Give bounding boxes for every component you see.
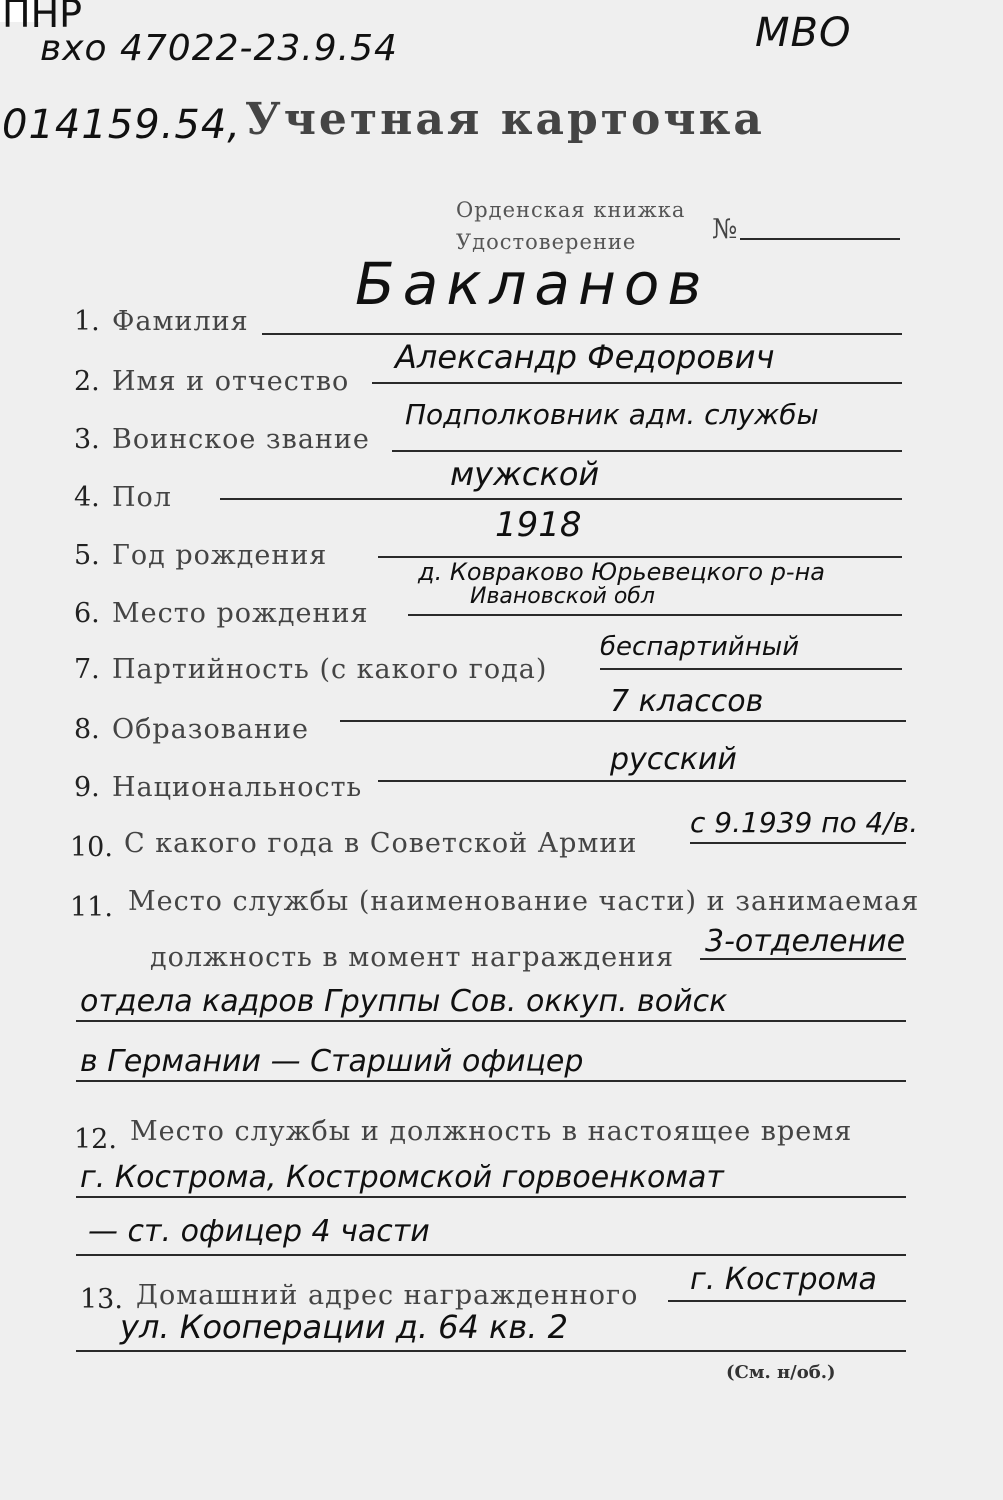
field-11-label-line2: должность в момент награждения	[150, 942, 675, 973]
field-1-value: Бакланов	[355, 250, 710, 318]
field-8-number: 8.	[74, 714, 100, 745]
field-3-line	[392, 450, 902, 452]
field-13-label: Домашний адрес награжденного	[136, 1280, 639, 1311]
office-mark: МВО	[755, 10, 852, 56]
field-9-value: русский	[610, 742, 737, 777]
field-13-value: г. Кострома	[690, 1262, 877, 1297]
field-5-label: Год рождения	[112, 540, 328, 571]
field-5-number: 5.	[74, 540, 100, 571]
corner-mark: ПНР	[2, 0, 83, 36]
field-7-number: 7.	[74, 654, 100, 685]
field-11-line-2	[76, 1020, 906, 1022]
field-2-number: 2.	[74, 366, 100, 397]
field-11-value-line3: в Германии — Старший офицер	[80, 1044, 584, 1079]
field-4-number: 4.	[74, 482, 100, 513]
field-11-label: Место службы (наименование части) и занимаемая	[128, 886, 920, 917]
award-number-line	[740, 238, 900, 240]
field-8-value: 7 классов	[610, 684, 764, 719]
field-7-value: беспартийный	[600, 632, 800, 662]
field-7-label: Партийность (с какого года)	[112, 654, 548, 685]
order-book-label: Орденская книжка	[456, 198, 686, 222]
certificate-label: Удостоверение	[456, 230, 637, 254]
field-4-line	[220, 498, 902, 500]
field-11-number: 11.	[70, 892, 113, 923]
register-number: вхо 47022-23.9.54	[40, 28, 398, 69]
field-10-label: С какого года в Советской Армии	[124, 828, 638, 859]
field-7-line	[600, 668, 902, 670]
see-reverse-note: (См. н/об.)	[726, 1362, 836, 1383]
field-1-label: Фамилия	[112, 306, 249, 337]
field-1-number: 1.	[74, 306, 100, 337]
field-9-number: 9.	[74, 772, 100, 803]
field-13-line-2	[76, 1350, 906, 1352]
field-11-value-line2: отдела кадров Группы Сов. оккуп. войск	[80, 984, 728, 1019]
field-9-label: Национальность	[112, 772, 363, 803]
field-2-label: Имя и отчество	[112, 366, 350, 397]
field-13-value-line2: ул. Кооперации д. 64 кв. 2	[120, 1308, 568, 1346]
card-number: 014159.54,	[2, 102, 242, 148]
field-13-number: 13.	[80, 1284, 123, 1315]
field-3-value: Подполковник адм. службы	[405, 398, 819, 431]
number-sign: №	[712, 214, 739, 245]
field-6-number: 6.	[74, 598, 100, 629]
field-11-line-3	[76, 1080, 906, 1082]
field-9-line	[378, 780, 906, 782]
page-title: Учетная карточка	[245, 94, 765, 145]
field-5-value: 1918	[495, 505, 582, 545]
field-3-label: Воинское звание	[112, 424, 370, 455]
field-10-value: с 9.1939 по 4/в.	[690, 806, 919, 839]
field-6-value: д. Ковраково Юрьевецкого р-на	[418, 558, 825, 586]
field-12-line-2	[76, 1254, 906, 1256]
field-11-value: 3-отделение	[705, 924, 906, 959]
field-2-value: Александр Федорович	[395, 338, 775, 376]
field-13-line-1	[668, 1300, 906, 1302]
field-12-value-line2: — ст. офицер 4 части	[88, 1214, 430, 1249]
field-4-label: Пол	[112, 482, 172, 513]
field-8-label: Образование	[112, 714, 310, 745]
field-12-line-1	[76, 1196, 906, 1198]
field-8-line	[340, 720, 906, 722]
field-12-number: 12.	[74, 1124, 117, 1155]
field-12-value: г. Кострома, Костромской горвоенкомат	[80, 1160, 724, 1195]
field-6-label: Место рождения	[112, 598, 369, 629]
field-2-line	[372, 382, 902, 384]
field-4-value: мужской	[450, 455, 600, 493]
field-6-line	[408, 614, 902, 616]
field-12-label: Место службы и должность в настоящее время	[130, 1116, 853, 1147]
field-10-number: 10.	[70, 832, 113, 863]
field-1-line	[262, 333, 902, 335]
field-3-number: 3.	[74, 424, 100, 455]
field-6-value-line2: Ивановской обл	[470, 584, 655, 609]
field-10-line	[690, 842, 906, 844]
